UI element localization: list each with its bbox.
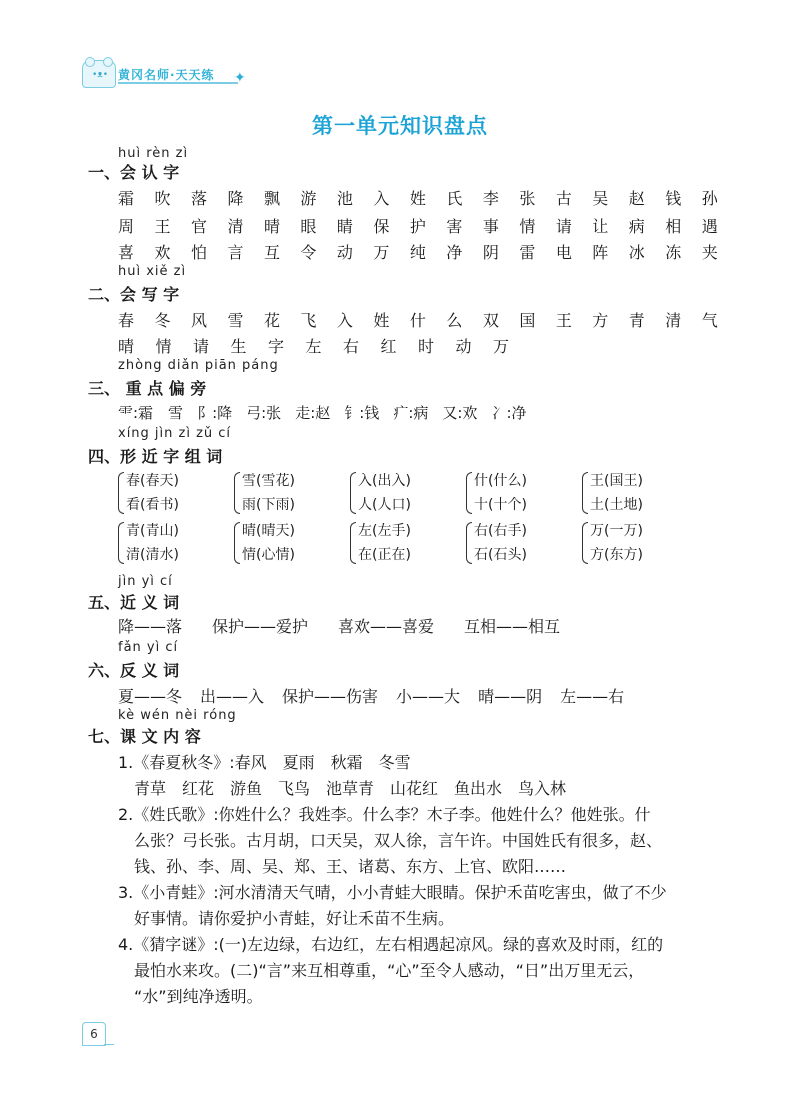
char: 飘 — [263, 189, 280, 208]
char: 张 — [519, 189, 536, 208]
pair-word: 左(左手) — [358, 523, 411, 539]
text-line: 最怕水来攻。(二)“言”来互相尊重，“心”至令人感动，“日”出万里无云， — [134, 961, 645, 980]
pair-word: 十(十个) — [474, 497, 527, 513]
char: 言 — [227, 243, 244, 262]
char: 王 — [154, 217, 171, 236]
char: 生 — [230, 337, 247, 356]
page-title: 第一单元知识盘点 — [312, 114, 488, 138]
pair-word: 情(心情) — [242, 547, 295, 563]
char: 遇 — [701, 217, 718, 236]
word-pair: 喜欢——喜爱 — [338, 617, 435, 636]
section-3-heading: 三、 重 点 偏 旁 — [88, 379, 207, 398]
char: 霜 — [118, 189, 135, 208]
text-line: “水”到纯净透明。 — [134, 987, 263, 1006]
pair-word: 春(春天) — [126, 473, 179, 489]
similar-char-pair — [350, 520, 450, 564]
brand-text: 黄冈名师·天天练 — [118, 68, 215, 82]
char: 害 — [446, 217, 463, 236]
char-row — [118, 186, 718, 209]
section-2-heading: 二、会 写 字 — [88, 285, 180, 304]
char: 姓 — [409, 189, 426, 208]
pair-word: 方(东方) — [590, 547, 643, 563]
pinyin-s3: zhòng diǎn piān páng — [118, 358, 279, 373]
text-line: 青草 红花 游鱼 飞鸟 池草青 山花红 鱼出水 鸟入林 — [134, 779, 567, 798]
text-line: 1.《春夏秋冬》:春风 夏雨 秋霜 冬雪 — [118, 753, 411, 772]
char: 右 — [343, 337, 360, 356]
pair-word: 雨(下雨) — [242, 497, 295, 513]
word-pair: 小——大 — [396, 687, 461, 706]
radical-item: 疒:病 — [393, 404, 429, 422]
pair-word: 雪(雪花) — [242, 473, 295, 489]
pinyin-s5: jìn yì cí — [118, 574, 173, 589]
pair-word: 看(看书) — [126, 497, 179, 513]
similar-char-pair — [350, 470, 450, 514]
char: 电 — [555, 243, 572, 262]
pair-word: 石(石头) — [474, 547, 527, 563]
char: 吴 — [592, 189, 609, 208]
similar-char-pair — [118, 470, 218, 514]
char: 王 — [555, 311, 572, 330]
char: 晴 — [263, 217, 280, 236]
similar-char-pair — [466, 470, 566, 514]
char: 护 — [409, 217, 426, 236]
char: 降 — [227, 189, 244, 208]
pair-word: 晴(晴天) — [242, 523, 295, 539]
char: 左 — [305, 337, 322, 356]
char: 方 — [592, 311, 609, 330]
char: 什 — [409, 311, 426, 330]
char: 请 — [555, 217, 572, 236]
char: 姓 — [373, 311, 390, 330]
pair-word: 清(清水) — [126, 547, 179, 563]
char: 互 — [263, 243, 280, 262]
char: 官 — [190, 217, 207, 236]
section-5-heading: 五、近 义 词 — [88, 593, 180, 612]
similar-char-pair — [118, 520, 218, 564]
pinyin-s6: fǎn yì cí — [118, 640, 179, 655]
char: 情 — [155, 337, 172, 356]
char: 入 — [373, 189, 390, 208]
radical-item: 弓:张 — [246, 404, 282, 422]
pair-word: 万(一万) — [590, 523, 643, 539]
pair-word: 青(青山) — [126, 523, 179, 539]
section-1-heading: 一、会 认 字 — [88, 163, 180, 182]
char: 晴 — [118, 337, 135, 356]
char: 情 — [519, 217, 536, 236]
char: 令 — [300, 243, 317, 262]
char: 花 — [263, 311, 280, 330]
section-6-heading: 六、反 义 词 — [88, 661, 180, 680]
char: 春 — [118, 311, 135, 330]
char: 阵 — [592, 243, 609, 262]
pinyin-s2: huì xiě zì — [118, 264, 187, 279]
char-row — [118, 308, 718, 331]
char: 保 — [373, 217, 390, 236]
char: 事 — [482, 217, 499, 236]
char: 李 — [482, 189, 499, 208]
char: 让 — [592, 217, 609, 236]
pair-word: 入(出入) — [358, 473, 411, 489]
char: 怕 — [190, 243, 207, 262]
page-number: 6 — [82, 1022, 106, 1046]
similar-char-pair — [466, 520, 566, 564]
pinyin-s4: xíng jìn zì zǔ cí — [118, 426, 232, 441]
antonym-row — [118, 684, 642, 707]
synonym-row — [118, 614, 590, 637]
section-7-heading: 七、课 文 内 容 — [88, 727, 201, 746]
char: 吹 — [154, 189, 171, 208]
char: 时 — [418, 337, 435, 356]
word-pair: 降——落 — [118, 617, 183, 636]
radical-item: ⻗:霜 雪 — [118, 404, 184, 422]
char: 相 — [665, 217, 682, 236]
pair-word: 土(土地) — [590, 497, 643, 513]
char: 冬 — [154, 311, 171, 330]
char: 冻 — [665, 243, 682, 262]
char: 孙 — [701, 189, 718, 208]
char-row — [118, 214, 718, 237]
word-pair: 夏——冬 — [118, 687, 183, 706]
text-line: 么张？弓长张。古月胡，口天吴，双人徐，言午许。中国姓氏有很多，赵、 — [134, 831, 663, 850]
char: 净 — [446, 243, 463, 262]
similar-char-pair — [582, 470, 682, 514]
similar-char-pair — [234, 520, 334, 564]
similar-char-pair — [582, 520, 682, 564]
radical-row — [118, 402, 541, 423]
section-4-heading: 四、形 近 字 组 词 — [88, 447, 223, 466]
text-line: 钱、孙、李、周、吴、郑、王、诸葛、东方、上官、欧阳…… — [134, 857, 567, 876]
pinyin-s1: huì rèn zì — [118, 146, 189, 161]
brand-logo — [82, 60, 252, 88]
char: 请 — [193, 337, 210, 356]
char: 眼 — [300, 217, 317, 236]
char: 万 — [373, 243, 390, 262]
char: 钱 — [665, 189, 682, 208]
char: 游 — [300, 189, 317, 208]
char: 清 — [665, 311, 682, 330]
char: 飞 — [300, 311, 317, 330]
char: 周 — [118, 217, 135, 236]
char: 阴 — [482, 243, 499, 262]
pair-word: 右(右手) — [474, 523, 527, 539]
char: 雪 — [227, 311, 244, 330]
radical-item: 走:赵 — [295, 404, 331, 422]
radical-item: 又:欢 — [442, 404, 478, 422]
text-line: 2.《姓氏歌》:你姓什么？我姓李。什么李？木子李。他姓什么？他姓张。什 — [118, 805, 651, 824]
char: 入 — [336, 311, 353, 330]
char: 氏 — [446, 189, 463, 208]
pair-word: 什(什么) — [474, 473, 527, 489]
pair-word: 王(国王) — [590, 473, 643, 489]
bear-icon: •ᴥ• — [82, 60, 116, 88]
char: 池 — [336, 189, 353, 208]
char: 字 — [268, 337, 285, 356]
text-line: 4.《猜字谜》:(一)左边绿，右边红，左右相遇起凉风。绿的喜欢及时雨，红的 — [118, 935, 664, 954]
char: 双 — [482, 311, 499, 330]
word-pair: 晴——阴 — [478, 687, 543, 706]
char: 动 — [455, 337, 472, 356]
radical-item: 冫:净 — [491, 404, 527, 422]
word-pair: 互相——相互 — [464, 617, 561, 636]
radical-item: 钅:钱 — [344, 404, 380, 422]
char: 青 — [628, 311, 645, 330]
char: 气 — [701, 311, 718, 330]
char: 睛 — [336, 217, 353, 236]
char: 落 — [190, 189, 207, 208]
pair-word: 在(正在) — [358, 547, 411, 563]
char: 古 — [555, 189, 572, 208]
char: 红 — [380, 337, 397, 356]
pinyin-s7: kè wén nèi róng — [118, 708, 237, 723]
char: 夹 — [701, 243, 718, 262]
char: 纯 — [409, 243, 426, 262]
word-pair: 保护——伤害 — [282, 687, 379, 706]
char: 冰 — [628, 243, 645, 262]
word-pair: 出——入 — [200, 687, 265, 706]
text-line: 3.《小青蛙》:河水清清天气晴，小小青蛙大眼睛。保护禾苗吃害虫，做了不少 — [118, 883, 667, 902]
char: 么 — [446, 311, 463, 330]
star-icon: ✦ — [234, 70, 246, 86]
char-row — [118, 240, 718, 263]
char: 清 — [227, 217, 244, 236]
char: 病 — [628, 217, 645, 236]
radical-item: 阝:降 — [197, 404, 233, 422]
char: 风 — [190, 311, 207, 330]
text-line: 好事情。请你爱护小青蛙，好让禾苗不生病。 — [134, 909, 455, 928]
char: 雷 — [519, 243, 536, 262]
similar-char-pair — [234, 470, 334, 514]
char: 喜 — [118, 243, 135, 262]
char: 国 — [519, 311, 536, 330]
char: 动 — [336, 243, 353, 262]
pair-word: 人(人口) — [358, 497, 411, 513]
char: 万 — [493, 337, 510, 356]
word-pair: 左——右 — [560, 687, 625, 706]
word-pair: 保护——爱护 — [212, 617, 309, 636]
char: 欢 — [154, 243, 171, 262]
char: 赵 — [628, 189, 645, 208]
